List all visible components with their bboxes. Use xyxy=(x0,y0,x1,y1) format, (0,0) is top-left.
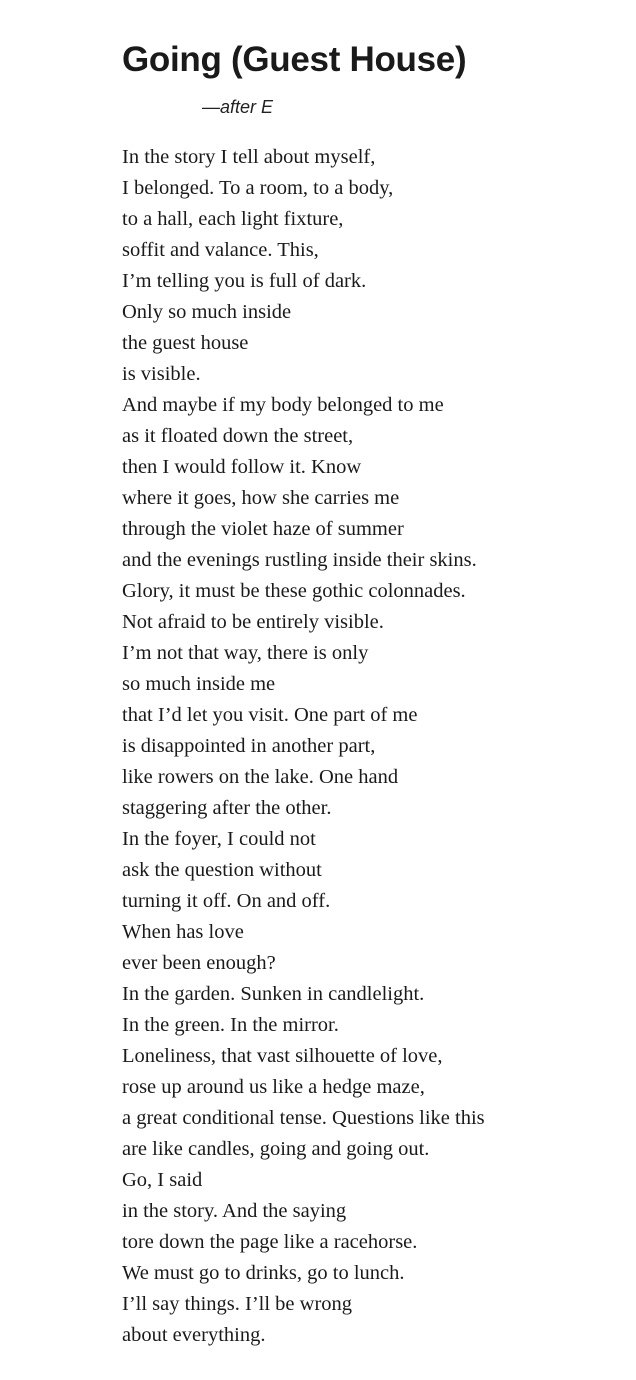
poem-line: Go, I said xyxy=(122,1169,203,1191)
poem-line: turning it off. On and off. xyxy=(122,890,331,912)
poem-line: When has love xyxy=(122,921,244,943)
poem-line: to a hall, each light fixture, xyxy=(122,208,344,230)
poem-line: I belonged. To a room, to a body, xyxy=(122,177,394,199)
poem-line: the guest house xyxy=(122,332,249,354)
poem-line: ask the question without xyxy=(122,859,322,881)
poem-line: We must go to drinks, go to lunch. xyxy=(122,1262,405,1284)
poem-line: is disappointed in another part, xyxy=(122,735,376,757)
poem-line: where it goes, how she carries me xyxy=(122,487,400,509)
poem-line: and the evenings rustling inside their skins. xyxy=(122,549,477,571)
poem-line: in the story. And the saying xyxy=(122,1200,347,1222)
poem-line: a great conditional tense. Questions like this xyxy=(122,1107,485,1129)
poem-line: Loneliness, that vast silhouette of love, xyxy=(122,1045,443,1067)
poem-line: In the garden. Sunken in candlelight. xyxy=(122,983,425,1005)
poem-line: rose up around us like a hedge maze, xyxy=(122,1076,425,1098)
poem-line: I’m not that way, there is only xyxy=(122,642,369,664)
poem-line: is visible. xyxy=(122,363,201,385)
poem-line: so much inside me xyxy=(122,673,276,695)
poem-line: tore down the page like a racehorse. xyxy=(122,1231,418,1253)
poem-line: Glory, it must be these gothic colonnades. xyxy=(122,580,466,602)
poem-line: In the foyer, I could not xyxy=(122,828,316,850)
poem-line: staggering after the other. xyxy=(122,797,332,819)
poem-line: Only so much inside xyxy=(122,301,292,323)
poem-line: I’ll say things. I’ll be wrong xyxy=(122,1293,353,1315)
poem-line: Not afraid to be entirely visible. xyxy=(122,611,384,633)
poem-title: Going (Guest House) xyxy=(122,40,467,79)
poem-line: In the green. In the mirror. xyxy=(122,1014,339,1036)
poem-line: soffit and valance. This, xyxy=(122,239,319,261)
poem-line: that I’d let you visit. One part of me xyxy=(122,704,418,726)
poem-line: And maybe if my body belonged to me xyxy=(122,394,444,416)
poem-epigraph: —after E xyxy=(202,97,274,117)
poem-line: like rowers on the lake. One hand xyxy=(122,766,399,788)
poem-line: I’m telling you is full of dark. xyxy=(122,270,367,292)
poem-line: then I would follow it. Know xyxy=(122,456,362,478)
poem-line: are like candles, going and going out. xyxy=(122,1138,430,1160)
poem-line: through the violet haze of summer xyxy=(122,518,404,540)
poem-line: In the story I tell about myself, xyxy=(122,146,376,168)
poem-line: about everything. xyxy=(122,1324,266,1346)
poem-body xyxy=(122,142,485,1351)
poem-line: ever been enough? xyxy=(122,952,276,974)
poem-line: as it floated down the street, xyxy=(122,425,354,447)
